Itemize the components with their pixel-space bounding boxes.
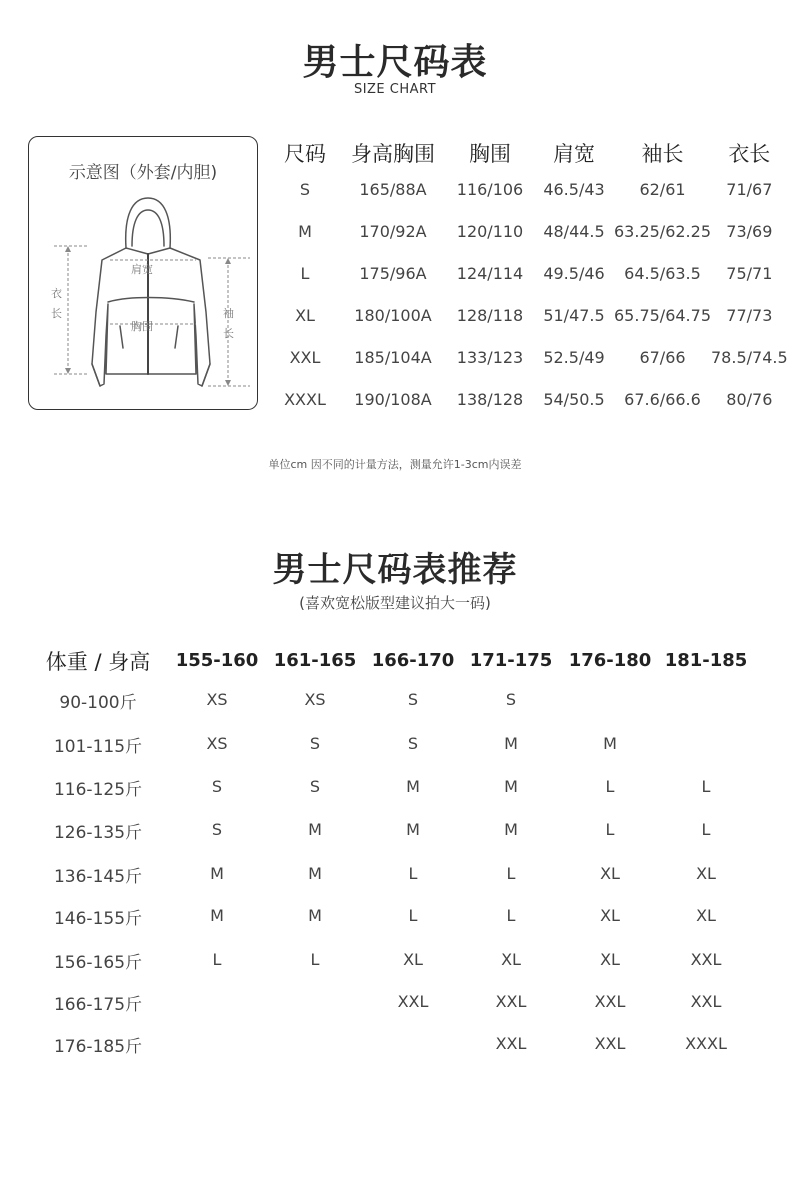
label-sleeve: 袖长 — [223, 307, 234, 340]
rec-cell: S — [211, 820, 223, 839]
rec-cell: XXL — [594, 1034, 626, 1053]
header-height-chest: 身高胸围 — [351, 142, 435, 166]
rec-cell: M — [406, 777, 420, 796]
size-table-header — [270, 138, 788, 168]
label-shoulder: 肩宽 — [131, 263, 153, 276]
table-cell: 75/71 — [726, 263, 773, 283]
table-cell: 52.5/49 — [543, 347, 605, 367]
rec-cell: M — [210, 864, 224, 883]
rec-cell: S — [407, 690, 419, 709]
rec-cell: XL — [501, 950, 521, 969]
table-cell: M — [298, 221, 312, 241]
rec-cell: XL — [696, 864, 716, 883]
rec-cell: XL — [600, 864, 620, 883]
recommend-title: 男士尺码表推荐 — [272, 550, 518, 590]
page-subtitle: SIZE CHART — [353, 82, 437, 97]
rec-row-weight: 116-125斤 — [53, 780, 143, 800]
table-cell: 62/61 — [639, 179, 686, 199]
rec-cell: S — [211, 777, 223, 796]
rec-header-height: 161-165 — [273, 650, 357, 671]
table-cell: 138/128 — [456, 389, 524, 409]
table-cell: 124/114 — [456, 263, 524, 283]
header-length: 衣长 — [728, 142, 771, 166]
table-cell: 48/44.5 — [543, 221, 605, 241]
rec-cell: M — [603, 734, 617, 753]
rec-cell: L — [701, 777, 711, 796]
table-cell: XXL — [289, 347, 321, 367]
rec-cell: L — [506, 864, 516, 883]
rec-row-weight: 146-155斤 — [53, 909, 143, 929]
page-title: 男士尺码表 — [302, 42, 488, 83]
rec-cell: XL — [403, 950, 423, 969]
table-cell: 71/67 — [726, 179, 773, 199]
rec-cell: L — [701, 820, 711, 839]
table-cell: 51/47.5 — [543, 305, 605, 325]
rec-row-weight: 136-145斤 — [53, 867, 143, 887]
label-chest: 胸围 — [131, 320, 153, 333]
rec-cell: XL — [600, 906, 620, 925]
rec-cell: XXXL — [685, 1034, 727, 1053]
table-cell: 64.5/63.5 — [624, 263, 701, 283]
table-cell: 190/108A — [354, 389, 432, 409]
table-cell: 120/110 — [456, 221, 524, 241]
table-cell: 80/76 — [726, 389, 773, 409]
rec-cell: L — [605, 777, 615, 796]
table-cell: L — [300, 263, 310, 283]
table-cell: 175/96A — [359, 263, 427, 283]
rec-cell: S — [407, 734, 419, 753]
rec-cell: XS — [206, 734, 228, 753]
rec-cell: XL — [696, 906, 716, 925]
table-row — [270, 168, 788, 210]
diagram-caption: 示意图（外套/内胆) — [68, 163, 218, 183]
rec-cell: XL — [600, 950, 620, 969]
rec-header-corner: 体重 / 身高 — [45, 650, 151, 674]
rec-cell: XXL — [690, 950, 722, 969]
rec-cell: L — [605, 820, 615, 839]
rec-cell: XXL — [594, 992, 626, 1011]
table-cell: 185/104A — [354, 347, 432, 367]
rec-row-weight: 166-175斤 — [53, 995, 143, 1015]
rec-cell: XXL — [397, 992, 429, 1011]
rec-row-weight: 101-115斤 — [53, 737, 143, 757]
table-cell: 78.5/74.5 — [711, 347, 788, 367]
size-table — [270, 138, 788, 420]
header-shoulder: 肩宽 — [553, 142, 595, 166]
header-chest: 胸围 — [469, 142, 511, 166]
rec-cell: M — [504, 820, 518, 839]
table-cell: XL — [295, 305, 315, 325]
table-cell: 67/66 — [639, 347, 686, 367]
table-cell: 133/123 — [456, 347, 524, 367]
rec-header-height: 181-185 — [664, 650, 748, 671]
rec-cell: XXL — [690, 992, 722, 1011]
table-cell: 46.5/43 — [543, 179, 605, 199]
rec-cell: M — [210, 906, 224, 925]
recommend-subtitle: (喜欢宽松版型建议拍大一码) — [299, 594, 491, 612]
table-row — [270, 294, 788, 336]
table-row — [270, 378, 788, 420]
rec-cell: XS — [206, 690, 228, 709]
rec-cell: L — [310, 950, 320, 969]
rec-row-weight: 90-100斤 — [59, 693, 137, 713]
rec-cell: M — [308, 820, 322, 839]
table-cell: 54/50.5 — [543, 389, 605, 409]
table-cell: S — [299, 179, 311, 199]
header-sleeve: 袖长 — [641, 142, 684, 166]
table-cell: 49.5/46 — [543, 263, 605, 283]
rec-cell: XXL — [495, 1034, 527, 1053]
table-cell: 77/73 — [726, 305, 773, 325]
rec-header-height: 171-175 — [469, 650, 553, 671]
rec-cell: M — [308, 864, 322, 883]
rec-cell: M — [504, 777, 518, 796]
rec-cell: S — [309, 777, 321, 796]
rec-row-weight: 126-135斤 — [53, 823, 143, 843]
label-length: 衣长 — [51, 287, 62, 320]
rec-cell: L — [408, 906, 418, 925]
rec-header-height: 176-180 — [568, 650, 652, 671]
rec-header-height: 155-160 — [175, 650, 259, 671]
rec-row-weight: 156-165斤 — [53, 953, 143, 973]
rec-cell: S — [309, 734, 321, 753]
rec-cell: L — [506, 906, 516, 925]
table-cell: 67.6/66.6 — [624, 389, 701, 409]
table-row — [270, 336, 788, 378]
table-cell: 116/106 — [456, 179, 524, 199]
rec-cell: M — [308, 906, 322, 925]
rec-cell: XS — [304, 690, 326, 709]
table-cell: 170/92A — [359, 221, 427, 241]
table-row — [270, 252, 788, 294]
rec-cell: L — [212, 950, 222, 969]
header-size: 尺码 — [284, 142, 326, 166]
table-cell: 63.25/62.25 — [614, 221, 711, 241]
table-cell: 180/100A — [354, 305, 432, 325]
table-cell: 165/88A — [359, 179, 427, 199]
measurement-note: 单位cm 因不同的计量方法，测量允许1-3cm内误差 — [268, 458, 522, 471]
rec-row-weight: 176-185斤 — [53, 1037, 143, 1057]
rec-cell: L — [408, 864, 418, 883]
rec-header-height: 166-170 — [371, 650, 455, 671]
table-row — [270, 210, 788, 252]
table-cell: 73/69 — [726, 221, 773, 241]
table-cell: 128/118 — [456, 305, 524, 325]
rec-cell: M — [504, 734, 518, 753]
table-cell: 65.75/64.75 — [614, 305, 711, 325]
table-cell: XXXL — [284, 389, 326, 409]
rec-cell: XXL — [495, 992, 527, 1011]
rec-cell: S — [505, 690, 517, 709]
rec-cell: M — [406, 820, 420, 839]
